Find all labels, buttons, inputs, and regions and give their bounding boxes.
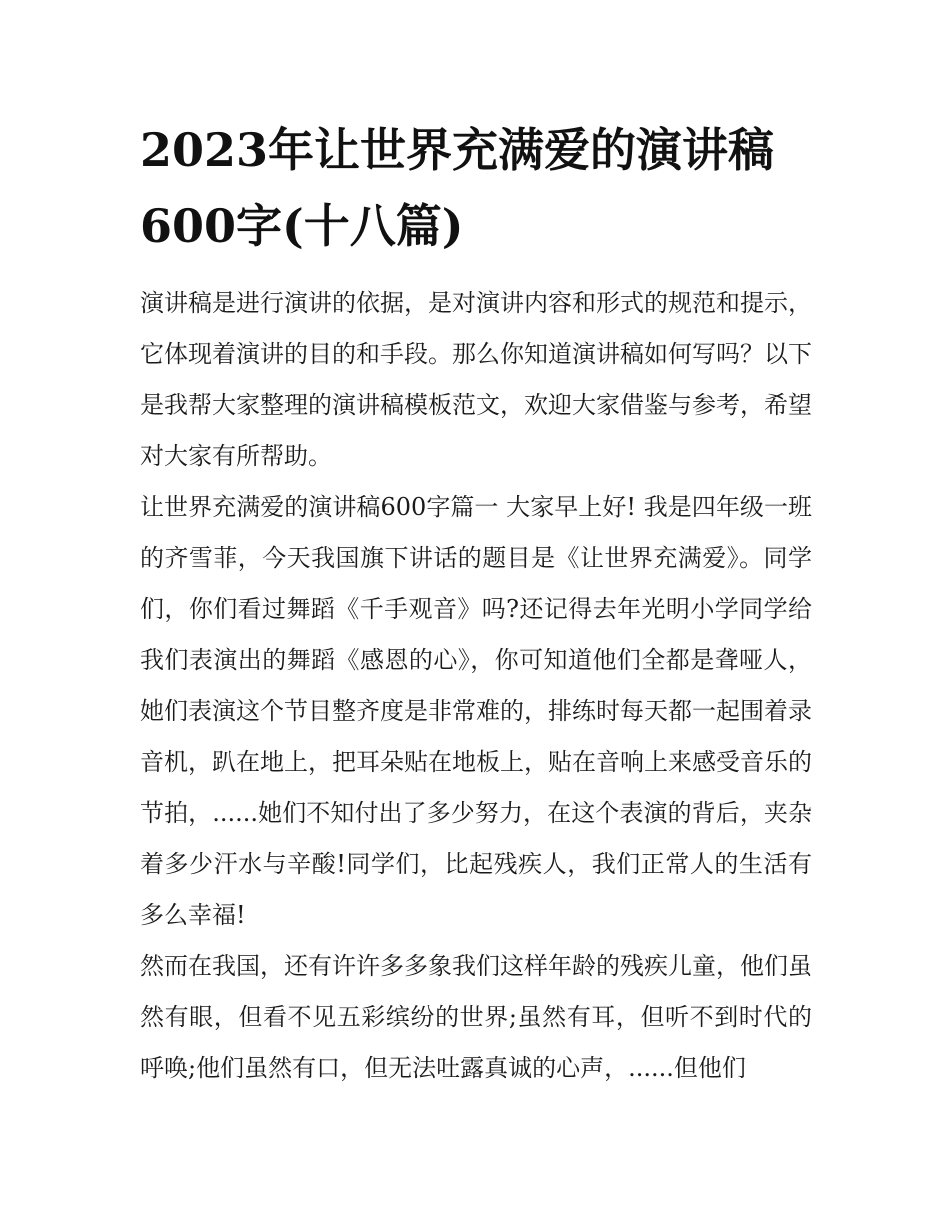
document-body [140,278,812,1094]
paragraph-continuation: 然而在我国，还有许许多多象我们这样年龄的残疾儿童，他们虽然有眼，但看不见五彩缤纷的世界;虽然有耳，但听不到时代的呼唤;他们虽然有口，但无法吐露真诚的心声，......但他们 [140,952,812,1082]
paragraph-intro: 演讲稿是进行演讲的依据，是对演讲内容和形式的规范和提示，它体现着演讲的目的和手段。那么你知道演讲稿如何写吗？以下是我帮大家整理的演讲稿模板范文，欢迎大家借鉴与参考，希望对大家有所帮助。 [140,289,812,470]
document-title: 2023年让世界充满爱的演讲稿600字(十八篇) [140,123,775,253]
paragraph-speech-one: 让世界充满爱的演讲稿600字篇一 大家早上好! 我是四年级一班的齐雪菲，今天我国旗下讲话的题目是《让世界充满爱》。同学们，你们看过舞蹈《千手观音》吗?还记得去年光明小学同学给我们表演出的舞蹈《感恩的心》，你可知道他们全都是聋哑人，她们表演这个节目整齐度是非常难的，排练时每天都一起围着录音机，趴在地上，把耳朵贴在地板上，贴在音响上来感受音乐的节拍，......她们不知付出了多少努力，在这个表演的背后，夹杂着多少汗水与辛酸!同学们，比起残疾人，我们正常人的生活有多么幸福! [140,493,812,929]
document-content [140,112,812,1094]
